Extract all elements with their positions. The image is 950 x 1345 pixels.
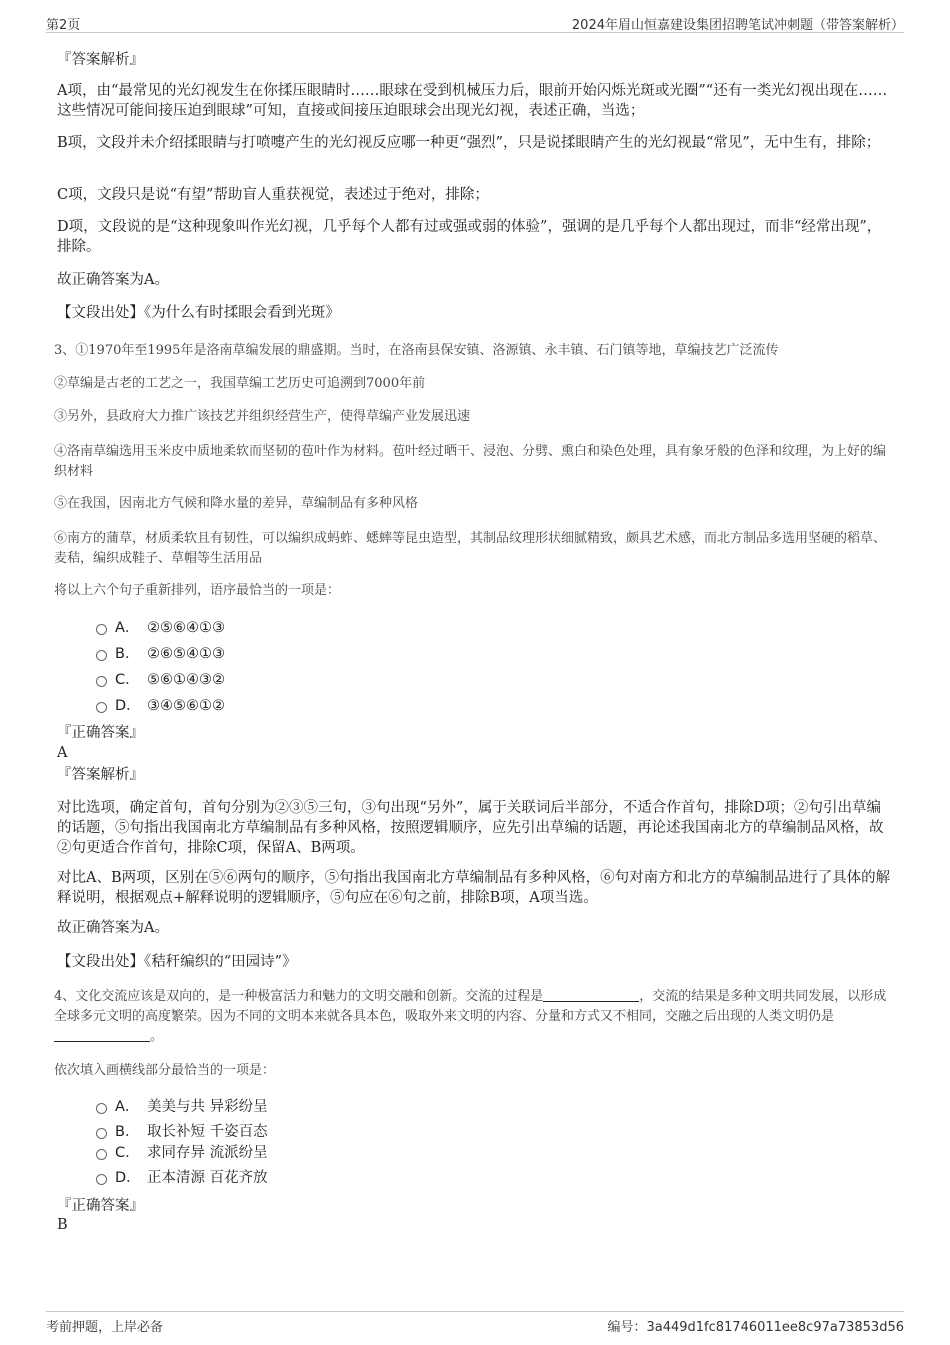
option-text: 美美与共 异彩纷呈 — [147, 1099, 268, 1115]
radio-icon[interactable] — [96, 1149, 107, 1160]
q3-sentence-4: ④洛南草编选用玉米皮中质地柔软而坚韧的苞叶作为材料。苞叶经过晒干、浸泡、分劈、熏白和染色处理，具有象牙般的色泽和纹理，为上好的编织材料 — [54, 444, 887, 479]
option-key: B． — [115, 1124, 140, 1140]
q3-prompt: 将以上六个句子重新排列，语序最恰当的一项是： — [54, 583, 341, 598]
q3-analysis-para-2: 对比A、B两项，区别在⑤⑥两句的顺序，⑤句指出我国南北方草编制品有多种风格，⑥句对南方和北方的草编制品进行了具体的解释说明，根据观点+解释说明的逻辑顺序，⑤句应在⑥句之前，排除B项，A项当选。 — [57, 870, 891, 906]
option-key: B． — [115, 646, 140, 662]
fill-blank-1 — [543, 989, 639, 1002]
q4-stem-part-1: 4、文化交流应该是双向的，是一种极富活力和魅力的文明交融和创新。交流的过程是 — [54, 989, 544, 1004]
q4-prompt: 依次填入画横线部分最恰当的一项是： — [54, 1063, 276, 1078]
option-key: D． — [115, 1170, 141, 1186]
q3-option-d[interactable] — [96, 696, 225, 716]
q2-analysis-para-c: C项，文段只是说“有望”帮助盲人重获视觉，表述过于绝对，排除； — [57, 187, 489, 203]
q2-analysis-para-a: A项，由“最常见的光幻视发生在你揉压眼睛时……眼球在受到机械压力后，眼前开始闪烁光斑或光圈”“还有一类光幻视出现在……这些情况可能间接压迫到眼球”可知，直接或间接压迫眼球会出现光幻视，表述正确，当选； — [57, 83, 888, 119]
q3-sentence-1: 3、①1970年至1995年是洛南草编发展的鼎盛期。当时，在洛南县保安镇、洛源镇、永丰镇、石门镇等地，草编技艺广泛流传 — [54, 343, 779, 358]
q2-analysis-label: 『答案解析』 — [57, 52, 144, 68]
option-key: A． — [115, 620, 140, 636]
q4-stem-part-2: ，交流的结果是多种文明共同发展，以形成全球多元文明的高度繁荣。因为不同的文明本来就各具本色，吸取外来文明的内容、分量和方式又不相同，交融之后出现的人类文明仍是 — [54, 989, 887, 1024]
radio-icon[interactable] — [96, 1128, 107, 1139]
page-footer — [46, 1311, 904, 1336]
q3-option-a[interactable] — [96, 618, 225, 638]
option-text: 取长补短 千姿百态 — [147, 1124, 268, 1140]
footer-code-value: 3a449d1fc81746011ee8c97a73853d56 — [646, 1320, 904, 1335]
q4-answer-label: 『正确答案』 — [57, 1198, 144, 1214]
q3-option-c[interactable] — [96, 670, 225, 690]
option-key: C． — [115, 1145, 140, 1161]
footer-slogan: 考前押题，上岸必备 — [46, 1320, 164, 1335]
radio-icon[interactable] — [96, 1174, 107, 1185]
q4-option-d[interactable] — [96, 1168, 268, 1188]
q3-analysis-para-1: 对比选项，确定首句，首句分别为②③⑤三句，③句出现“另外”，属于关联词后半部分，不适合作首句，排除D项；②句引出草编的话题，⑤句指出我国南北方草编制品有多种风格，按照逻辑顺序，应先引出草编的话题，再论述我国南北方的草编制品风格，故②句更适合作首句，排除C项，保留A、B两项。 — [57, 800, 884, 856]
option-key: A． — [115, 1099, 140, 1115]
radio-icon[interactable] — [96, 676, 107, 687]
q4-option-c[interactable] — [96, 1143, 268, 1163]
fill-blank-2 — [54, 1029, 150, 1042]
q4-stem-end: 。 — [150, 1029, 164, 1044]
option-key: C． — [115, 672, 140, 688]
q2-analysis-para-b: B项，文段并未介绍揉眼睛与打喷嚏产生的光幻视反应哪一种更“强烈”，只是说揉眼睛产生的光幻视最“常见”，无中生有，排除； — [57, 135, 881, 151]
document-title: 2024年眉山恒嘉建设集团招聘笔试冲刺题（带答案解析） — [571, 18, 904, 33]
option-text: ⑤⑥①④③② — [147, 672, 225, 688]
option-key: D． — [115, 698, 141, 714]
q3-answer-label: 『正确答案』 — [57, 725, 144, 741]
q3-conclusion: 故正确答案为A。 — [57, 920, 169, 936]
option-text: 正本清源 百花齐放 — [147, 1170, 268, 1186]
q3-sentence-6: ⑥南方的蒲草，材质柔软且有韧性，可以编织成蚂蚱、蟋蟀等昆虫造型，其制品纹理形状细腻精致，颇具艺术感，而北方制品多选用坚硬的稻草、麦秸，编织成鞋子、草帽等生活用品 — [54, 531, 887, 566]
option-text: 求同存异 流派纷呈 — [147, 1145, 268, 1161]
page-number: 第2页 — [46, 18, 81, 33]
radio-icon[interactable] — [96, 624, 107, 635]
option-text: ②⑥⑤④①③ — [147, 646, 225, 662]
q3-option-b[interactable] — [96, 644, 225, 664]
q4-option-b[interactable] — [96, 1122, 268, 1142]
q3-source: 【文段出处】《秸秆编织的“田园诗”》 — [57, 954, 297, 970]
option-text: ③④⑤⑥①② — [147, 698, 225, 714]
q4-stem — [54, 987, 896, 1047]
option-text: ②⑤⑥④①③ — [147, 620, 225, 636]
q2-analysis-para-d: D项，文段说的是“这种现象叫作光幻视，几乎每个人都有过或强或弱的体验”，强调的是几乎每个人都出现过，而非“经常出现”，排除。 — [57, 219, 882, 255]
footer-code — [607, 1316, 904, 1335]
radio-icon[interactable] — [96, 650, 107, 661]
q3-sentence-3: ③另外，县政府大力推广该技艺并组织经营生产，使得草编产业发展迅速 — [54, 409, 471, 424]
radio-icon[interactable] — [96, 702, 107, 713]
q3-analysis-label: 『答案解析』 — [57, 767, 144, 783]
page-header — [46, 10, 904, 33]
q3-sentence-2: ②草编是古老的工艺之一，我国草编工艺历史可追溯到7000年前 — [54, 376, 426, 391]
q3-answer: A — [57, 745, 68, 761]
q2-conclusion: 故正确答案为A。 — [57, 272, 169, 288]
q3-sentence-5: ⑤在我国，因南北方气候和降水量的差异，草编制品有多种风格 — [54, 496, 419, 511]
footer-code-label: 编号： — [607, 1320, 647, 1335]
q2-source: 【文段出处】《为什么有时揉眼会看到光斑》 — [57, 305, 340, 321]
radio-icon[interactable] — [96, 1103, 107, 1114]
q4-option-a[interactable] — [96, 1097, 268, 1117]
q4-answer: B — [57, 1217, 68, 1233]
